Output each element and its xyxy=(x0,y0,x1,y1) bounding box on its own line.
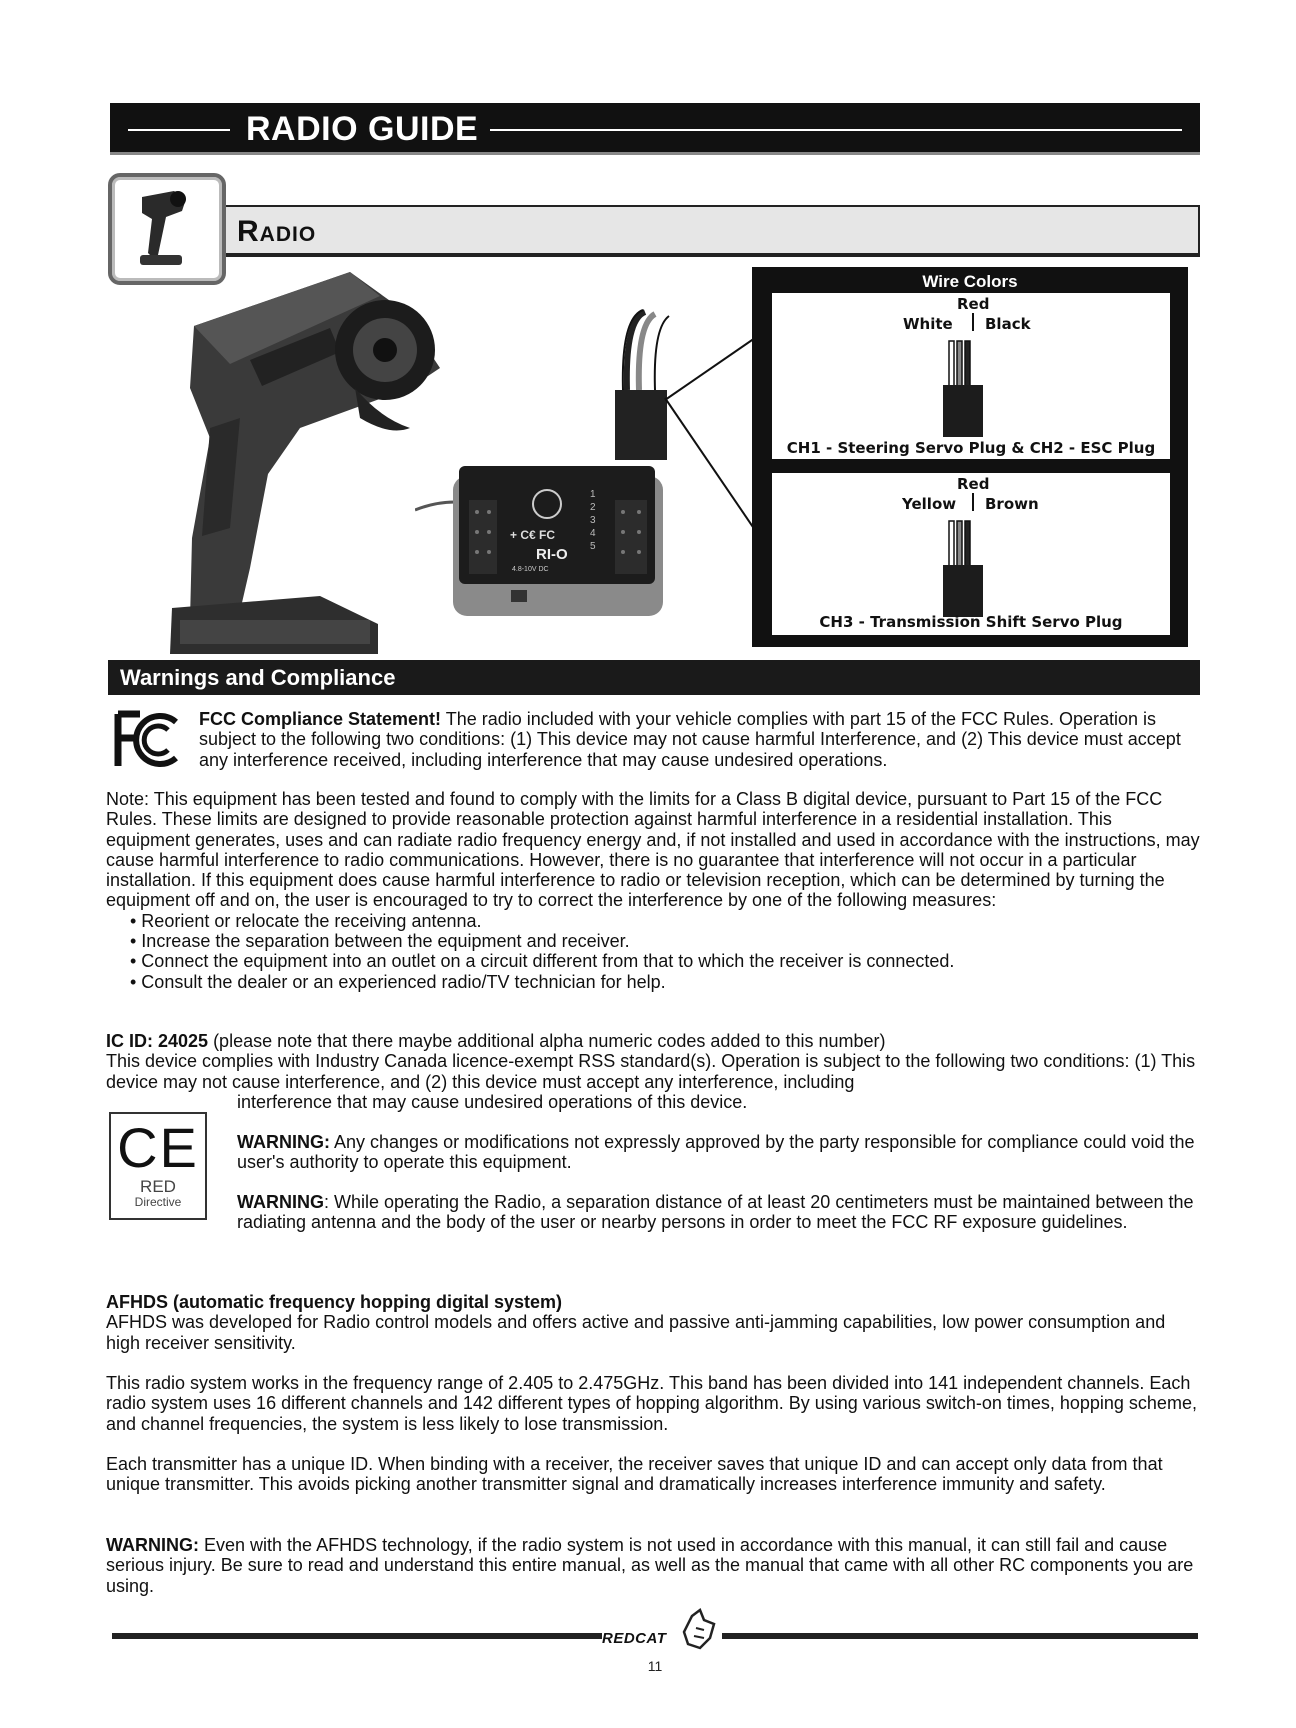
footer-rule-right xyxy=(722,1633,1198,1639)
receiver-marks: + C€ FC xyxy=(510,528,556,542)
servo-plug-icon xyxy=(922,493,1002,617)
ic-id-note: (please note that there maybe additional alpha numeric codes added to this number) xyxy=(208,1031,886,1051)
afhds-section xyxy=(106,1292,1200,1353)
wire-label-red: Red xyxy=(957,475,990,493)
afhds-paragraph: AFHDS was developed for Radio control models and offers active and passive anti-jamming capabilities, low power consumption and high receiver sensitivity. xyxy=(106,1312,1166,1353)
transmitter-icon xyxy=(112,177,222,281)
receiver-illustration xyxy=(415,290,755,640)
fcc-logo-icon xyxy=(110,710,186,770)
fcc-statement-text: The radio included with your vehicle complies with part 15 of the FCC Rules. Operation is subject to the following two conditions: (1) This device may not cause harmful Interference, and (2) This device must accept any interference received, including interference that may cause undesired operations. xyxy=(199,709,1181,770)
receiver-channel-labels xyxy=(590,488,600,553)
servo-plug-icon xyxy=(922,313,1002,437)
wire-label-red: Red xyxy=(957,295,990,313)
receiver-power: 4.8-10V DC xyxy=(512,566,549,573)
ce-red-directive-logo xyxy=(109,1112,207,1220)
channel-label: 3 xyxy=(590,515,596,526)
list-item: • Reorient or relocate the receiving antenna. xyxy=(130,910,482,931)
wire-label-black: Black xyxy=(985,315,1031,333)
wire-colors-panel xyxy=(752,267,1188,647)
wire-label-brown: Brown xyxy=(985,495,1039,513)
footer-brand: REDCAT xyxy=(602,1630,667,1647)
ic-id-label: IC ID: 24025 xyxy=(106,1031,209,1051)
channel-label: 5 xyxy=(590,541,596,552)
afhds-paragraph: This radio system works in the frequency range of 2.405 to 2.475GHz. This band has been divided into 141 independent channels. Each radio system uses 16 different channels and 142 different types of hopping algorithm. By using various switch-on times, hopping scheme, and channel frequencies, the system is less likely to lose transmission. xyxy=(106,1373,1197,1434)
plug-diagram-ch3 xyxy=(772,473,1170,635)
afhds-warning xyxy=(106,1535,1200,1596)
warning-label: WARNING xyxy=(237,1192,324,1212)
warning-label: WARNING: xyxy=(106,1535,199,1555)
footer-rule-left xyxy=(112,1633,602,1639)
header-rule-left xyxy=(128,129,230,131)
fcc-note-text: Note: This equipment has been tested and found to comply with the limits for a Class B digital device, pursuant to Part 15 of the FCC Rules. These limits are designed to provide reasonable protection against harmful interference in a residential installation. This equipment generates, uses and can radiate radio frequency energy and, if not installed and used in accordance with the instructions, may cause harmful interference to radio communications. However, there is no guarantee that interference will not occur in a particular installation. If this equipment does cause harmful interference to radio or television reception, which can be determined by turning the equipment off and on, the user is encouraged to try to correct the interference by one of the following measures: xyxy=(106,789,1200,911)
ce-directive-label: Directive xyxy=(134,1195,182,1209)
list-item: • Consult the dealer or an experienced radio/TV technician for help. xyxy=(130,971,666,992)
warnings-heading: Warnings and Compliance xyxy=(120,665,396,690)
warning-modifications xyxy=(237,1132,1197,1173)
list-item: • Increase the separation between the equipment and receiver. xyxy=(130,931,630,952)
section-title-bar xyxy=(200,205,1200,257)
warning-label: WARNING: xyxy=(237,1132,330,1152)
channel-label: 4 xyxy=(590,528,596,539)
list-item: • Connect the equipment into an outlet on a circuit different from that to which the receiver is connected. xyxy=(130,951,955,972)
fcc-note xyxy=(106,789,1200,992)
plug-diagram-ch1-ch2 xyxy=(772,293,1170,459)
wire-label-yellow: Yellow xyxy=(902,495,957,513)
channel-label: 2 xyxy=(590,502,596,513)
ic-text-continued: interference that may cause undesired operations of this device. xyxy=(237,1092,748,1112)
channel-label: 1 xyxy=(590,489,596,500)
warning-rf-exposure xyxy=(237,1192,1197,1233)
afhds-title: AFHDS (automatic frequency hopping digital system) xyxy=(106,1292,563,1312)
fcc-statement-title: FCC Compliance Statement! xyxy=(199,709,442,729)
ce-red-label: RED xyxy=(140,1177,176,1196)
redcat-logo xyxy=(596,1608,726,1656)
warnings-heading-bar xyxy=(108,660,1200,695)
page-header-banner xyxy=(110,103,1200,155)
plug-caption-ch1-ch2: CH1 - Steering Servo Plug & CH2 - ESC Plug xyxy=(786,439,1156,457)
wire-colors-heading: Wire Colors xyxy=(922,272,1018,291)
measures-list xyxy=(106,911,1200,992)
plug-caption-ch3: CH3 - Transmission Shift Servo Plug xyxy=(819,613,1123,631)
ic-text: This device complies with Industry Canada licence-exempt RSS standard(s). Operation is subject to the following two conditions: (1) This device may not cause interference, and (2) this device must accept any interference, including xyxy=(106,1051,1196,1092)
receiver-model: RI-O xyxy=(536,546,568,563)
ce-mark: CE xyxy=(117,1116,199,1179)
page-title: RADIO GUIDE xyxy=(236,109,488,149)
warning-text: : While operating the Radio, a separation distance of at least 20 centimeters must be maintained between the radiating antenna and the body of the user or nearby persons in order to meet the FCC RF exposure guidelines. xyxy=(237,1192,1194,1233)
wire-label-white: White xyxy=(903,315,953,333)
afhds-paragraph: Each transmitter has a unique ID. When binding with a receiver, the receiver saves that unique ID and can accept only data from that unique transmitter. This avoids picking another transmitter signal and dramatically increases interference immunity and safety. xyxy=(106,1454,1163,1495)
warning-text: Even with the AFHDS technology, if the radio system is not used in accordance with this manual, it can still fail and cause serious injury. Be sure to read and understand this entire manual, as well as the manual that came with all other RC components you are using. xyxy=(106,1535,1194,1596)
section-title: Radio xyxy=(237,215,317,248)
header-rule-right xyxy=(490,129,1182,131)
page-number: 11 xyxy=(647,1658,663,1674)
warning-text: Any changes or modifications not expressly approved by the party responsible for compliance could void the user's authority to operate this equipment. xyxy=(237,1132,1195,1173)
ic-statement xyxy=(106,1031,1200,1092)
fcc-statement xyxy=(199,709,1189,770)
